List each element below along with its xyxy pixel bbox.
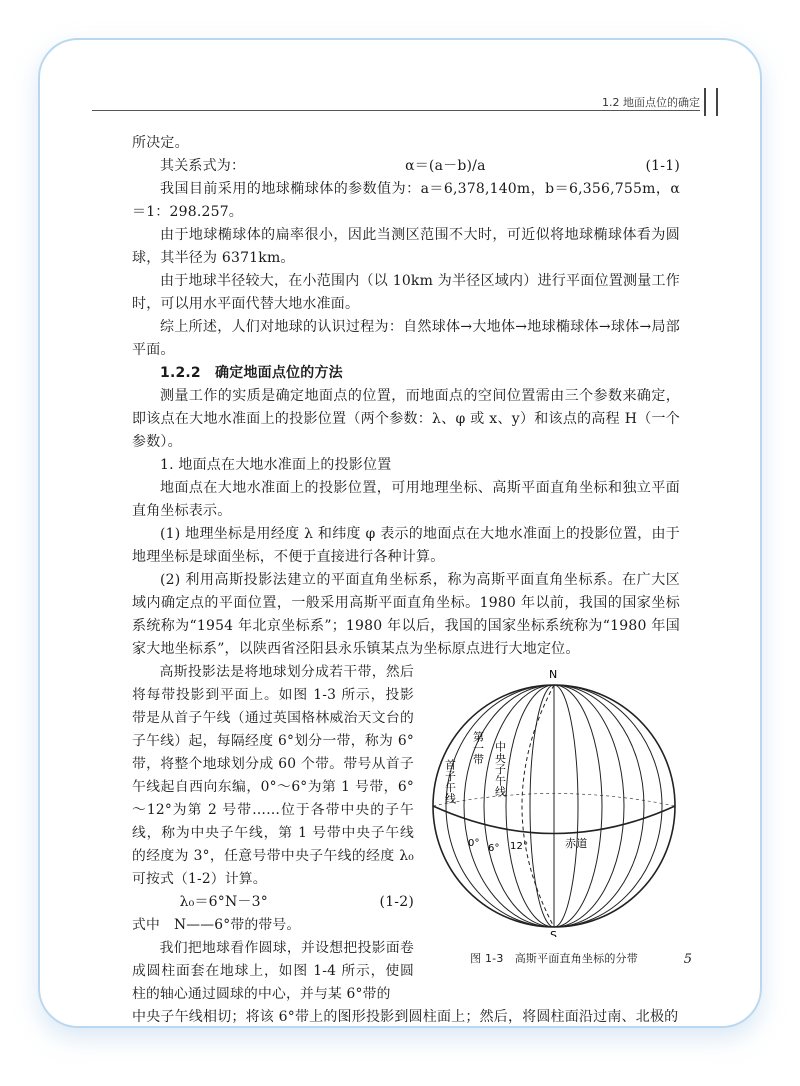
formula-1-1 [132,155,680,178]
paragraph: 我国目前采用的地球椭球体的参数值为：a＝6,378,140m，b＝6,356,755m，α＝1：298.257。 [132,181,680,220]
degree-12-label: 12° [510,841,529,852]
degree-6-label: 6° [488,843,500,854]
subsection-heading: 1. 地面点在大地水准面上的投影位置 [160,457,392,473]
zone-one-label: 第一带 [471,731,485,765]
paragraph: 式中 N——6°带的带号。 [132,917,301,933]
central-meridian-label: 中央子午线 [493,741,507,797]
paragraph: (1) 地理坐标是用经度 λ 和纬度 φ 表示的地面点在大地水准面上的投影位置，由于地理坐标是球面坐标，不便于直接进行各种计算。 [132,526,680,565]
formula-expression: α＝(a－b)/a [405,158,486,174]
paragraph: 中央子午线相切；将该 6°带上的图形投影到圆柱面上；然后，将圆柱面沿过南、北极的 [132,1009,679,1025]
figure-caption: 图 1-3 高斯平面直角坐标的分带 [470,952,638,965]
globe-diagram [428,661,680,937]
equator-label: 赤道 [565,837,588,850]
paragraph: 高斯投影法是将地球划分成若干带，然后将每带投影到平面上。如图 1-3 所示，投影带是从首子午线（通过英国格林威治天文台的子午线）起，每隔经度 6°划分一带，称为 6°带，将整个地球划分成 60 个带。带号从首子午线起自西向东编，0°～6°为第 1 号带，6°～12°为第 2 号带……位于各带中央的子午线，称为中央子午线，第 1 号带中央子午线的经度为 3°，任意号带中央子午线的经度 λ₀ 可按式（1-2）计算。 [132,664,414,887]
north-pole-label: N [549,668,558,681]
prime-meridian-label: 首子午线 [443,759,457,804]
header-rule [92,110,700,111]
text-figure-block [132,661,680,1006]
paragraph: 地面点在大地水准面上的投影位置，可用地理坐标、高斯平面直角坐标和独立平面直角坐标表示。 [132,480,680,519]
figure-1-3 [428,661,680,1006]
page-number: 5 [683,952,692,967]
running-header [0,56,800,112]
formula-number: (1-2) [379,894,414,910]
formula-expression: λ₀＝6°N－3° [179,894,268,910]
paragraph: 所决定。 [132,135,189,151]
formula-number: (1-1) [645,158,680,174]
south-pole-label: S [550,929,558,937]
paragraph: 综上所述，人们对地球的认识过程为：自然球体→大地体→地球椭球体→球体→局部平面。 [132,319,680,358]
central-meridian-dashed [522,685,554,927]
degree-0-label: 0° [468,838,480,849]
paragraph: 我们把地球看作圆球，并设想把投影面卷成圆柱面套在地球上，如图 1-4 所示，使圆柱的轴心通过圆球的中心，并与某 6°带的 [132,940,414,1002]
paragraph: (2) 利用高斯投影法建立的平面直角坐标系，称为高斯平面直角坐标系。在广大区域内确定点的平面位置，一般采用高斯平面直角坐标。1980 年以前，我国的国家坐标系统称为“1954 年北京坐标系”；1980 年以后，我国的国家坐标系统称为“1980 年国家大地坐标系”，以陕西省泾阳县永乐镇某点为坐标原点进行大地定位。 [132,572,680,657]
paragraph: 由于地球椭球体的扁率很小，因此当测区范围不大时，可近似将地球椭球体看为圆球，其半径为 6371km。 [132,227,680,266]
formula-intro: 其关系式为： [160,158,246,174]
text-column [132,661,414,1006]
paragraph: 测量工作的实质是确定地面点的位置，而地面点的空间位置需由三个参数来确定，即该点在大地水准面上的投影位置（两个参数：λ、φ 或 x、y）和该点的高程 H（一个参数）。 [132,388,680,450]
formula-1-2 [132,891,414,914]
header-bars-decoration [704,88,718,116]
header-section-title: 1.2 地面点位的确定 [602,96,700,109]
paragraph: 由于地球半径较大，在小范围内（以 10km 为半径区域内）进行平面位置测量工作时，可以用水平面代替大地水准面。 [132,273,680,312]
page-body [132,132,680,1029]
section-heading: 1.2.2 确定地面点位的方法 [160,365,343,381]
